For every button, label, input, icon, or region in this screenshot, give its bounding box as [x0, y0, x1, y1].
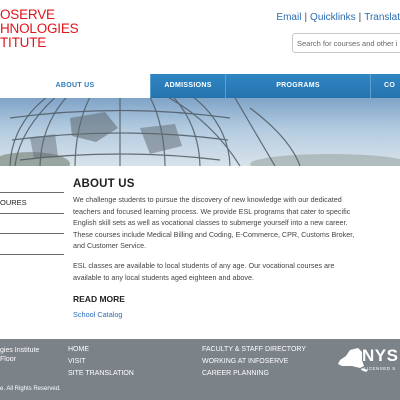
nav-item-label: PROGRAMS: [276, 82, 320, 89]
footer-link-working-at-infoserve[interactable]: WORKING AT INFOSERVE: [202, 358, 289, 365]
logo-line-3: TITUTE: [0, 35, 47, 50]
link-separator: |: [358, 12, 362, 23]
sidebar-item[interactable]: [0, 213, 64, 234]
sidebar-item[interactable]: [0, 255, 64, 275]
sidebar-item[interactable]: [0, 234, 64, 255]
translate-link[interactable]: Translat: [364, 12, 400, 23]
sidebar-item-courses[interactable]: [0, 192, 64, 214]
nav-item-label: CO: [384, 82, 396, 89]
about-paragraph-2: ESL classes are available to local students of any age. Our vocational courses are available to any local students aged eighteen and above.: [73, 261, 335, 282]
address-line: Floor: [0, 355, 16, 363]
footer-link-home[interactable]: HOME: [68, 346, 89, 353]
email-link[interactable]: Email: [276, 12, 302, 23]
logo-line-1: OSERVE: [0, 7, 55, 22]
address-line: gies Institute: [0, 347, 40, 354]
footer-link-faculty-directory[interactable]: FACULTY & STAFF DIRECTORY: [202, 346, 306, 353]
unisphere-illustration: [0, 98, 400, 166]
link-separator: |: [304, 12, 308, 23]
nys-logo-text: NYS: [362, 346, 399, 365]
footer-link-career-planning[interactable]: CAREER PLANNING: [202, 370, 269, 377]
search-input[interactable]: [292, 33, 400, 53]
search-placeholder: Search for courses and other i: [297, 39, 398, 48]
nys-licensed-logo: [336, 346, 400, 381]
about-paragraph-1: We challenge students to pursue the discovery of new knowledge with our dedicated teachers and focused learning process. We provide ESL programs that cater to specific English skill sets as well as vocational classes to submerge yourself into a new career. These courses include Medical Billing and Coding, E-Commerce, CPR, Customs Broker, and Customer Service.: [73, 195, 355, 250]
footer-address: [0, 347, 39, 364]
nav-divider: [370, 74, 371, 98]
footer-link-site-translation[interactable]: SITE TRANSLATION: [68, 370, 134, 377]
school-catalog-link[interactable]: School Catalog: [73, 310, 123, 319]
nav-item-programs[interactable]: [226, 74, 370, 98]
quicklinks-link[interactable]: Quicklinks: [310, 12, 356, 23]
footer-link-visit[interactable]: VISIT: [68, 358, 86, 365]
nys-logo-subtext: LICENSED S: [364, 366, 396, 371]
utility-links: [276, 12, 400, 23]
main-nav: [0, 74, 400, 98]
read-more-heading: READ MORE: [73, 294, 125, 304]
copyright-text: e. All Rights Reserved.: [0, 386, 61, 392]
hero-banner-image: [0, 98, 400, 166]
logo-line-2: HNOLOGIES: [0, 21, 79, 36]
page-title: ABOUT US: [73, 178, 135, 190]
nav-item-about-us[interactable]: [0, 74, 150, 98]
nav-item-label: ADMISSIONS: [164, 82, 212, 89]
sidebar-item-label: OURES: [0, 198, 27, 207]
nav-item-admissions[interactable]: [151, 74, 225, 98]
nav-item-label: ABOUT US: [55, 82, 95, 89]
nav-item-co[interactable]: [384, 74, 400, 98]
site-logo[interactable]: [0, 8, 120, 50]
